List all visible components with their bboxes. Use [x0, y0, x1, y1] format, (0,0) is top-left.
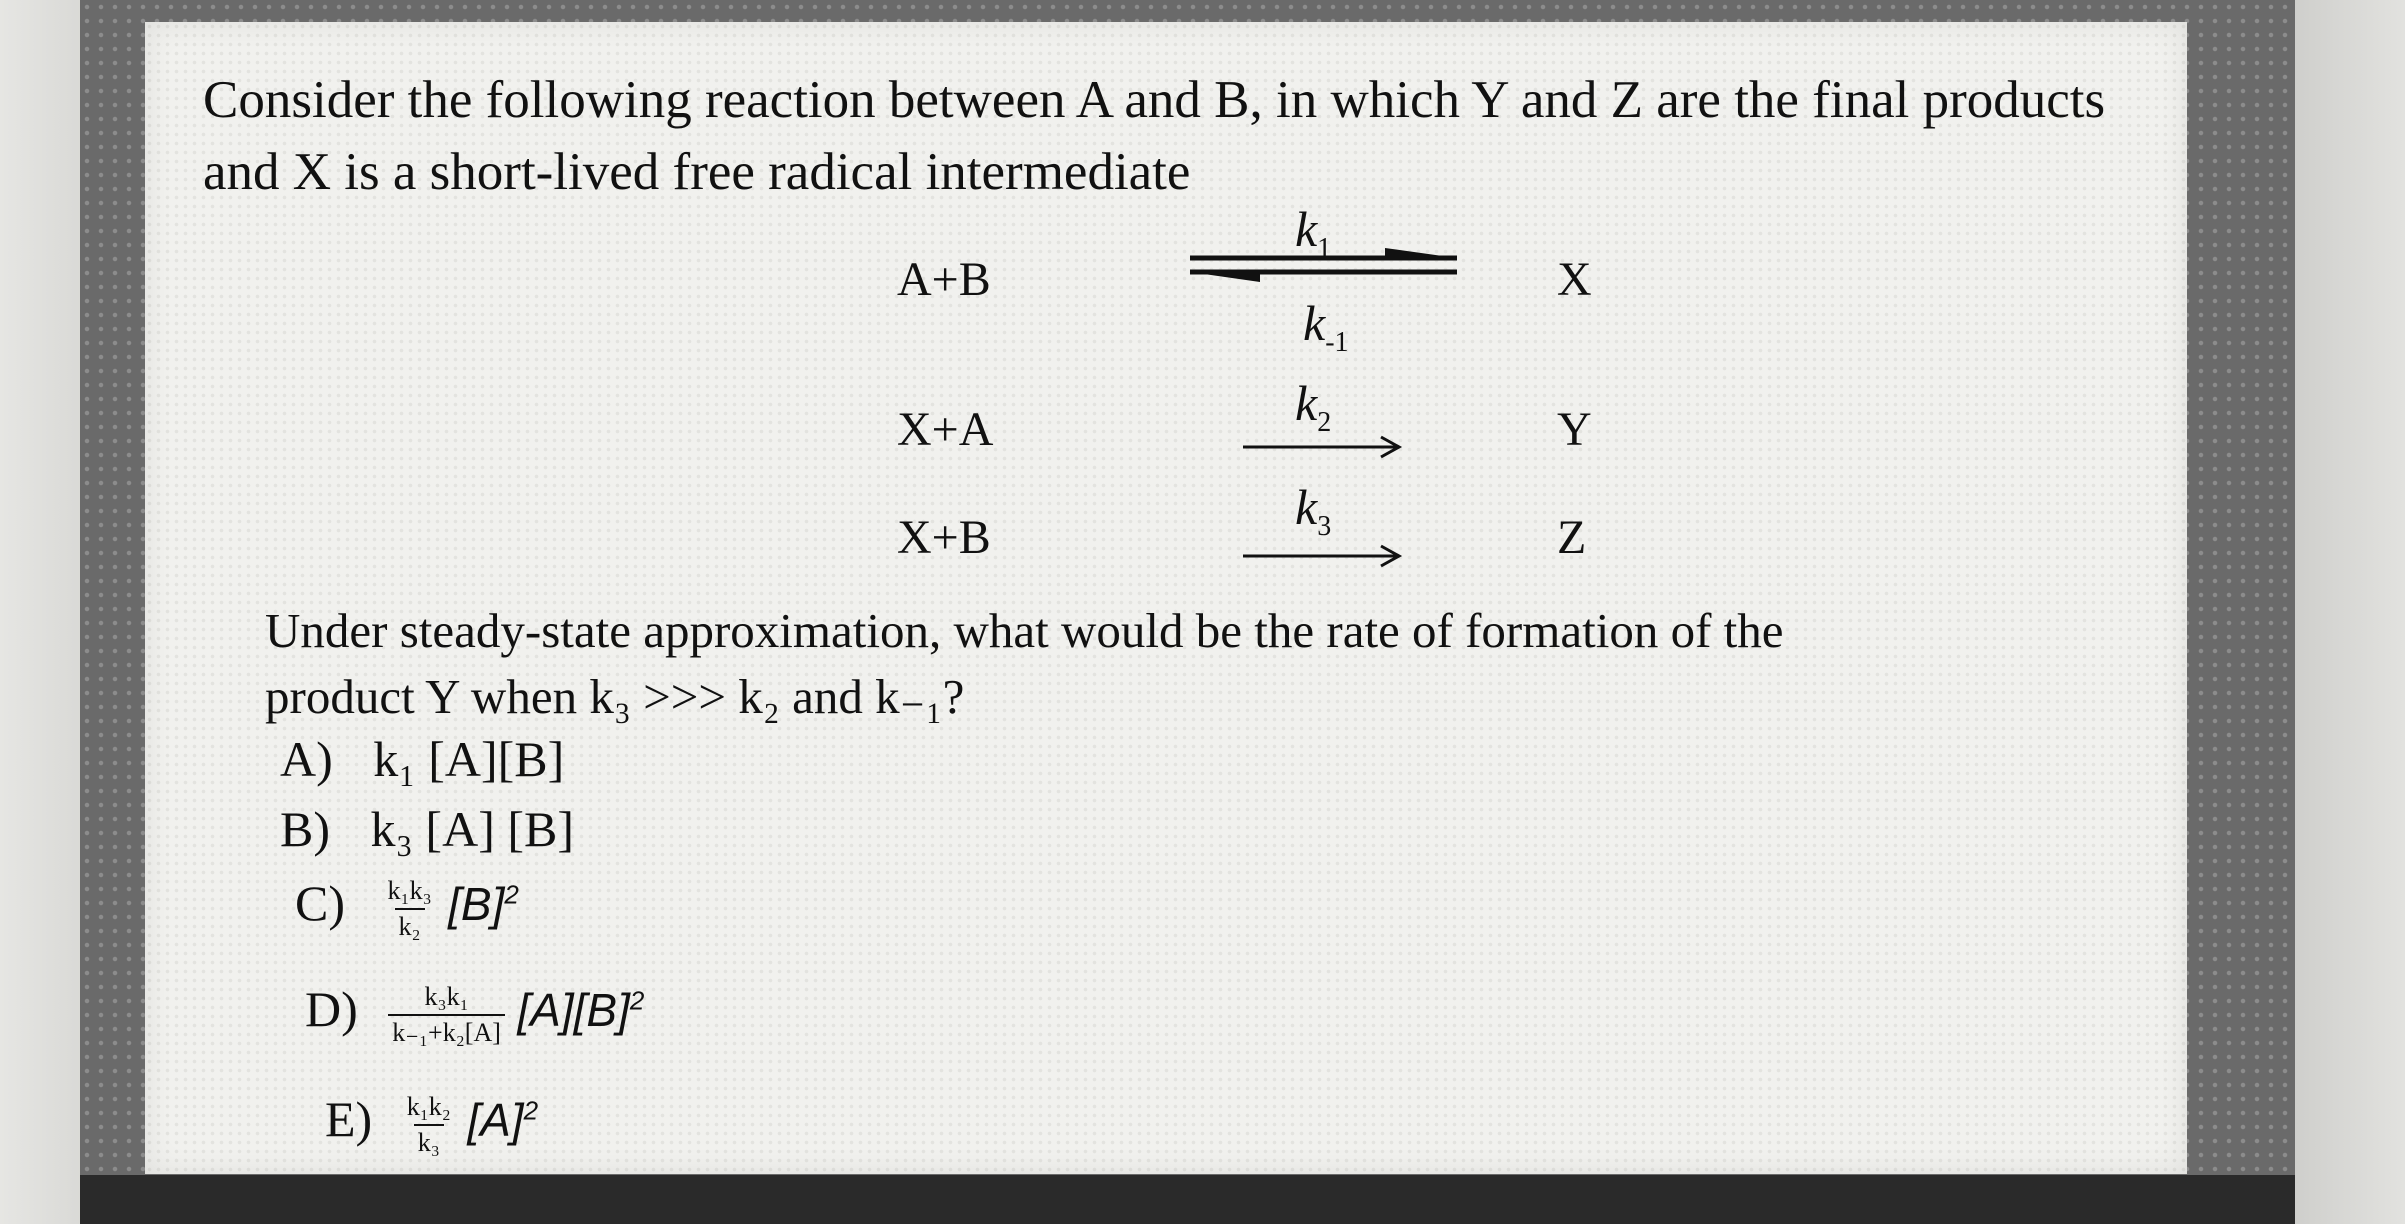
reaction-2-product: Y	[1557, 403, 1592, 456]
option-d-concentration: $[A][B]^2$	[517, 984, 645, 1036]
option-d-denominator: k₋₁+k₂[A]	[388, 1014, 505, 1046]
option-a-text: k₁ [A][B]	[373, 731, 565, 787]
option-d[interactable]	[305, 980, 644, 1046]
option-e-numerator: k₁k₂	[406, 1091, 451, 1121]
question-panel	[145, 22, 2187, 1174]
forward-arrow-k3	[1243, 546, 1399, 566]
option-e-concentration: $[A]^2$	[467, 1094, 539, 1146]
option-c-numerator: k₁k₃	[387, 875, 432, 905]
forward-arrow-k2	[1243, 437, 1399, 457]
reaction-1-product: X	[1557, 253, 1592, 306]
reaction-3-product: Z	[1557, 511, 1587, 564]
option-e-letter: E)	[325, 1091, 373, 1147]
option-c-fraction	[384, 875, 436, 941]
question-intro-line-1: Consider the following reaction between A and B, in which Y and Z are the final products	[203, 71, 2106, 129]
question-intro-line-2: and X is a short-lived free radical intermediate	[203, 143, 1191, 201]
option-b-letter: B)	[280, 801, 330, 857]
option-a-letter: A)	[280, 731, 333, 787]
option-b[interactable]	[280, 800, 574, 858]
option-a[interactable]	[280, 730, 564, 788]
option-c-concentration: $[B]^2$	[448, 878, 519, 930]
monitor-bottom-edge	[80, 1175, 2350, 1224]
option-c-denominator: k₂	[395, 908, 425, 940]
rate-constant-k-minus-1: $k_{-1}$	[1303, 295, 1349, 358]
option-e-fraction	[403, 1091, 455, 1157]
option-d-letter: D)	[305, 981, 358, 1037]
option-c-letter: C)	[295, 875, 345, 931]
reaction-2-reactants: X+A	[897, 403, 994, 456]
option-b-text: k₃ [A] [B]	[370, 801, 574, 857]
question-prompt-line-2: product Y when k₃ >>> k₂ and k₋₁?	[265, 669, 965, 724]
reaction-3-reactants: X+B	[897, 511, 991, 564]
question-prompt-line-1: Under steady-state approximation, what would be the rate of formation of the	[265, 603, 1784, 658]
reaction-arrows	[145, 22, 2187, 582]
option-e[interactable]	[325, 1090, 538, 1156]
rate-constant-k3: $k_3$	[1295, 479, 1332, 542]
reaction-1-reactants: A+B	[897, 253, 991, 306]
right-bezel	[2295, 0, 2405, 1224]
option-e-denominator: k₃	[414, 1124, 444, 1156]
option-d-fraction	[388, 981, 505, 1047]
rate-constant-k1: $k_1$	[1295, 201, 1332, 264]
option-d-numerator: k₃k₁	[424, 981, 469, 1011]
option-c[interactable]	[295, 874, 519, 940]
rate-constant-k2: $k_2$	[1295, 375, 1332, 438]
